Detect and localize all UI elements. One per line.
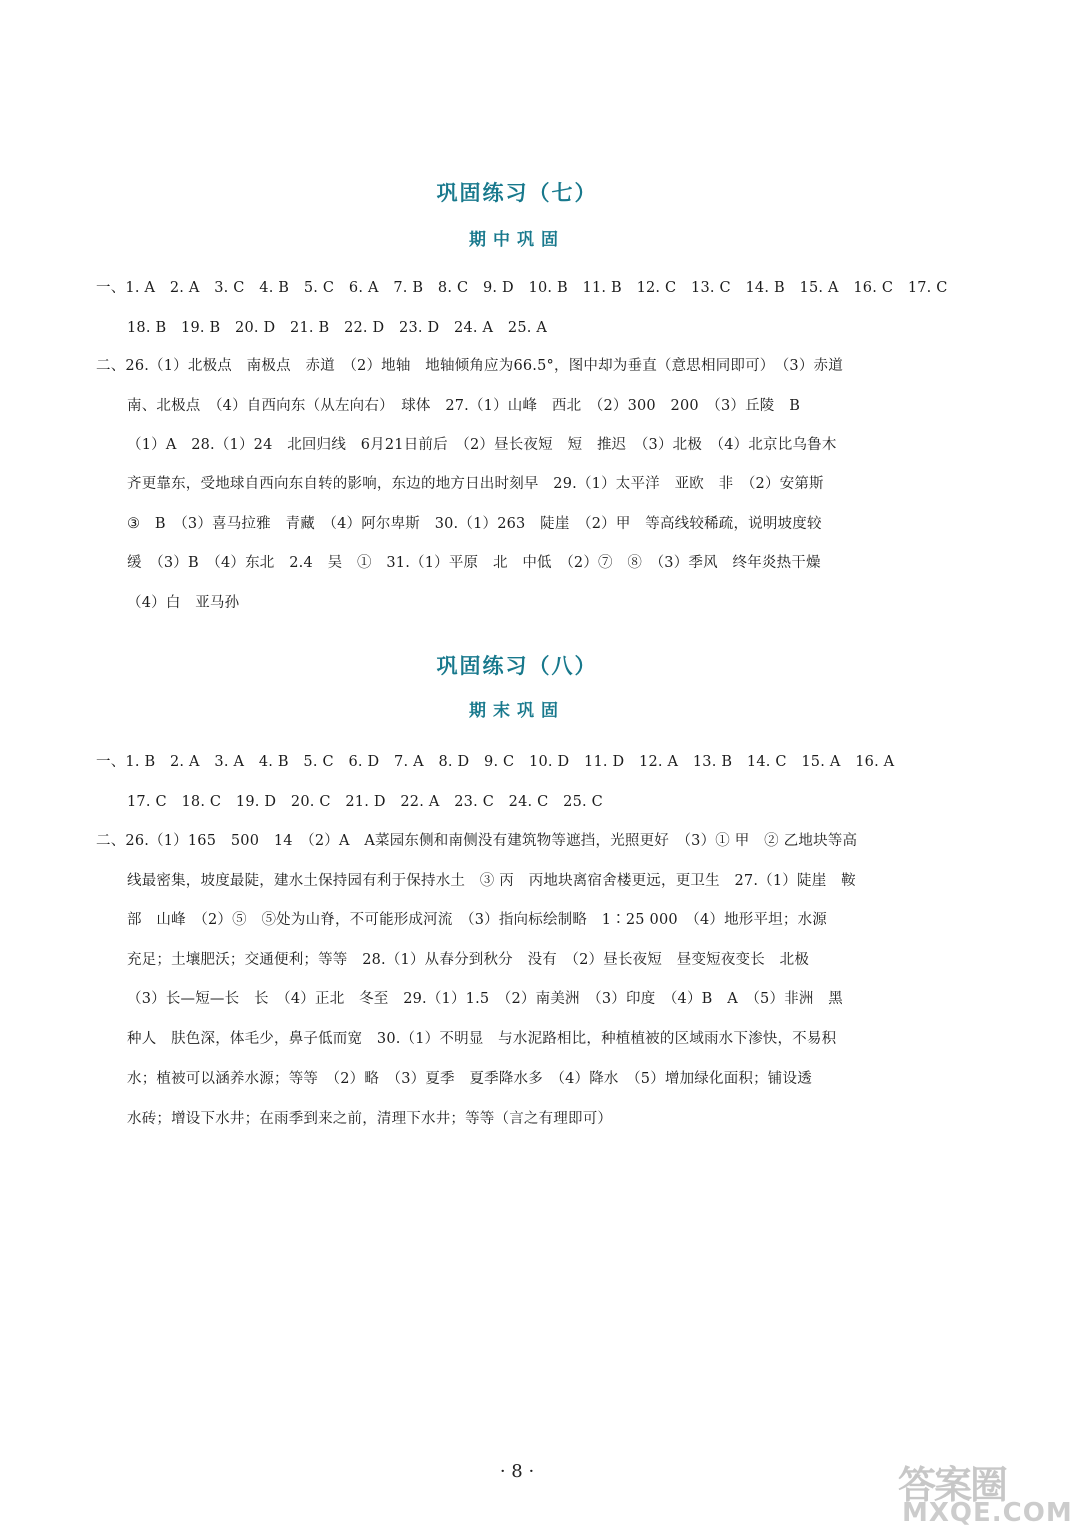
answer-line: （3）长—短—长 长 （4）正北 冬至 29.（1）1.5 （2）南美洲 （3）印度 （4）B A （5）非洲 黑 (127, 991, 843, 1007)
section-subtitle: 期中巩固 (469, 230, 565, 250)
watermark-text: MXQE.COM (902, 1498, 1073, 1528)
answer-line: 二、26.（1）北极点 南极点 赤道 （2）地轴 地轴倾角应为66.5°，图中却为垂直（意思相同即可） （3）赤道 (96, 358, 843, 374)
answer-line: （4）白 亚马孙 (127, 595, 240, 611)
answer-line: 部 山峰 （2）⑤ ⑤处为山脊，不可能形成河流 （3）指向标绘制略 1∶25 000 （4）地形平坦；水源 (127, 912, 827, 928)
answer-line: 18. B 19. B 20. D 21. B 22. D 23. D 24. A 25. A (127, 320, 548, 336)
answer-line: 齐更靠东，受地球自西向东自转的影响，东边的地方日出时刻早 29.（1）太平洋 亚欧 非 （2）安第斯 (127, 476, 824, 492)
watermark-logo (898, 1454, 1073, 1532)
answer-line: 水砖；增设下水井；在雨季到来之前，清理下水井；等等（言之有理即可） (127, 1111, 613, 1127)
answer-line: 二、26.（1）165 500 14 （2）A A菜园东侧和南侧没有建筑物等遮挡，光照更好 （3）① 甲 ② 乙地块等高 (96, 833, 858, 849)
answer-line: 一、1. B 2. A 3. A 4. B 5. C 6. D 7. A 8. D 9. C 10. D 11. D 12. A 13. B 14. C 15. A 16. A (96, 754, 895, 770)
answer-line: 17. C 18. C 19. D 20. C 21. D 22. A 23. C 24. C 25. C (127, 794, 603, 810)
answer-line: 种人 肤色深，体毛少，鼻子低而宽 30.（1）不明显 与水泥路相比，种植植被的区域雨水下渗快，不易积 (127, 1031, 837, 1047)
answer-line: 水；植被可以涵养水源；等等 （2）略 （3）夏季 夏季降水多 （4）降水 （5）增加绿化面积；铺设透 (127, 1071, 812, 1087)
answer-line: 线最密集，坡度最陡，建水土保持园有利于保持水土 ③ 丙 丙地块离宿舍楼更远，更卫生 27.（1）陡崖 鞍 (127, 873, 856, 889)
answer-line: 充足；土壤肥沃；交通便利；等等 28.（1）从春分到秋分 没有 （2）昼长夜短 昼变短夜变长 北极 (127, 952, 810, 968)
answer-line: 缓 （3）B （4）东北 2.4 吴 ① 31.（1）平原 北 中低 （2）⑦ ⑧ （3）季风 终年炎热干燥 (127, 555, 821, 571)
answer-line: 南、北极点 （4）自西向东（从左向右） 球体 27.（1）山峰 西北 （2）300 200 （3）丘陵 B (127, 398, 801, 414)
watermark-glyphs: 答案圈 (898, 1463, 1007, 1507)
answer-line: 一、1. A 2. A 3. C 4. B 5. C 6. A 7. B 8. C 9. D 10. B 11. B 12. C 13. C 14. B 15. A 16. C 17. C (96, 280, 948, 296)
section-title: 巩固练习（八） (436, 654, 598, 678)
section-subtitle: 期末巩固 (469, 701, 565, 721)
answer-line: ③ B （3）喜马拉雅 青藏 （4）阿尔卑斯 30.（1）263 陡崖 （2）甲 等高线较稀疏，说明坡度较 (127, 516, 822, 532)
section-title: 巩固练习（七） (436, 181, 598, 205)
answer-line: （1）A 28.（1）24 北回归线 6月21日前后 （2）昼长夜短 短 推迟 （3）北极 （4）北京比乌鲁木 (127, 437, 837, 453)
page-number: · 8 · (499, 1461, 535, 1482)
